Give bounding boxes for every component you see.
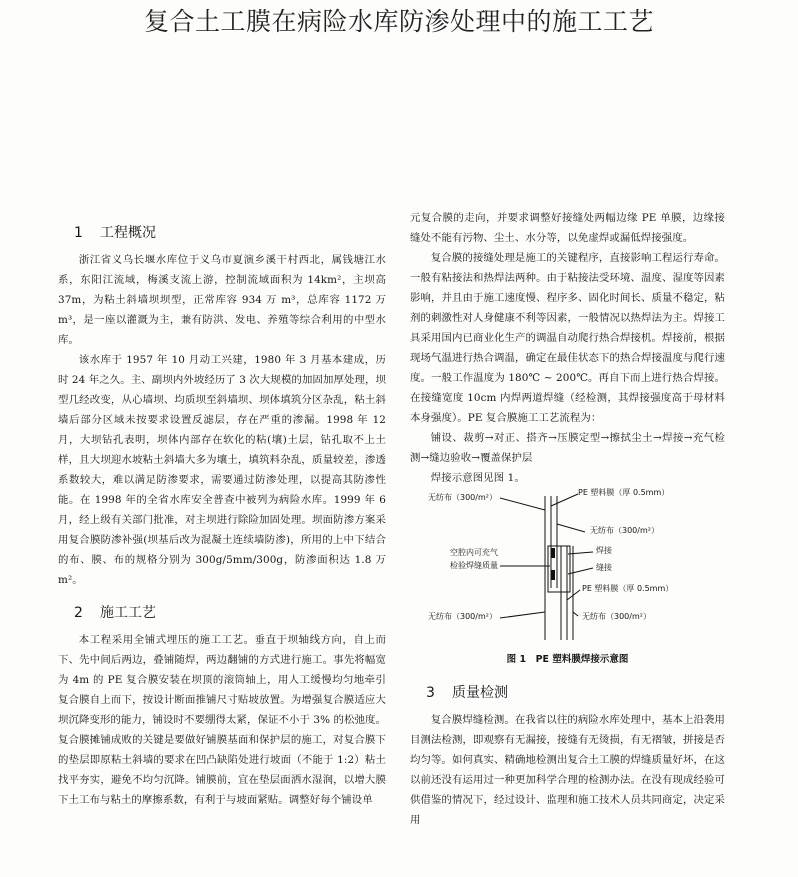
weld-seam-upper xyxy=(551,548,555,558)
process-flow: 铺设、裁剪→对正、搭齐→压膜定型→擦拭尘土→焊接→充气检测→缝边验收→覆盖保护层 xyxy=(410,432,725,464)
figure-caption: 图 1 PE 塑料膜焊接示意图 xyxy=(506,654,629,665)
leader-pe-top xyxy=(551,494,578,506)
leader-geo-right-top xyxy=(557,524,585,532)
section-1-heading xyxy=(58,222,386,244)
paper-title: 复合土工膜在病险水库防渗处理中的施工工艺 xyxy=(143,7,654,36)
label-seam: 缝接 xyxy=(596,563,612,572)
section-2-heading xyxy=(58,602,386,624)
section-1-paragraph-2: 该水库于 1957 年 10 月动工兴建，1980 年 3 月基本建成，历时 24 年之久。主、副坝内外坡经历了 3 次大规模的加固加厚处理，坝型几经改变，从心墙坝、均质坝至斜墙坝、坝体填筑分区杂乱，粘土斜墙后部分区域未按要求设置反滤层，存在严重的渗漏。1998 年 12 月，大坝钻孔表明，坝体内部存在软化的粘(壤)土层，钻孔取不上土样，且大坝迎水坡粘土斜墙大多为壤土，填筑料杂乱，质量较差，渗透系数较大，难以满足防渗要求，需要通过防渗处理，以提高其防渗性能。在 1998 年的全省水库安全普查中被列为病险水库。1999 年 6 月，经上级有关部门批准，对主坝进行除险加固处理。坝面防渗方案采用复合膜防渗补强(坝基后改为混凝土连续墙防渗)，所用的上中下结合的布、膜、布的规格分别为 300g/5mm/300g，防渗面积达 1.8 万 m²。 xyxy=(58,354,386,586)
leader-geo-right-bottom xyxy=(573,612,578,616)
label-geotextile-left-bottom: 无纺布（300/m²） xyxy=(428,612,497,621)
weld-seam-lower xyxy=(551,570,555,580)
section-3-title: 质量检测 xyxy=(452,685,508,701)
weld-diagram xyxy=(410,488,725,648)
leader-weld xyxy=(568,552,593,554)
section-2-number: 2 xyxy=(74,605,83,621)
left-column xyxy=(58,222,386,810)
section-3-paragraph-1: 复合膜焊缝检测。在我省以往的病险水库处理中，基本上沿袭用目测法检测，即观察有无漏接，接缝有无烫损，有无褶皱，拼接是否均匀等。如何真实、精确地检测出复合土工膜的焊缝质量好坏，在这以前还没有运用过一种更加科学合理的检测办法。在没有现成经验可供借鉴的情况下，经过设计、监理和施工技术人员共同商定，决定采用 xyxy=(410,714,725,826)
leader-geo-left-top xyxy=(500,498,545,510)
figure-reference: 焊接示意图见图 1。 xyxy=(430,472,525,484)
label-geotextile-left-top: 无纺布（300/m²） xyxy=(428,493,497,502)
section-1-title: 工程概况 xyxy=(100,225,156,241)
label-pe-bottom: PE 塑料膜（厚 0.5mm） xyxy=(582,584,674,593)
section-1-paragraph-1: 浙江省义乌长堰水库位于义乌市夏演乡溪干村西北，属钱塘江水系，东阳江流域，梅溪支流上游，控制流域面积为 14km²，主坝高 37m，为粘土斜墙坝坝型，正常库容 934 万 m³，总库容 1172 万 m³，是一座以灌溉为主，兼有防洪、发电、养殖等综合利用的中型水库。 xyxy=(58,254,386,346)
right-paragraph-2: 复合膜的接缝处理是施工的关键程序，直接影响工程运行寿命。一般有粘接法和热焊法两种。由于粘接法受环境、温度、湿度等因素影响，并且由于施工速度慢、程序多、固化时间长、质量不稳定，粘剂的刺激性对人身健康不利等因素，一般情况以热焊法为主。焊接工具采用国内已商业化生产的调温自动爬行热合焊接机。焊接前，根据现场气温进行热合调温，确定在最佳状态下的热合焊接温度与爬行速度。一般工作温度为 180℃ ~ 200℃。再自下而上进行热合焊接。在接缝宽度 10cm 内焊两道焊缝（经检测，其焊接强度高于母材料本身强度）。PE 复合膜施工工艺流程为： xyxy=(410,252,725,424)
section-3-number: 3 xyxy=(426,685,435,701)
label-cavity-line1: 空腔内可充气 xyxy=(450,548,498,557)
section-2-title: 施工工艺 xyxy=(100,605,156,621)
leader-geo-left-bottom xyxy=(500,612,545,618)
section-1-number: 1 xyxy=(74,225,83,241)
label-geotextile-right-bottom: 无纺布（300/m²） xyxy=(582,612,651,621)
leader-seam xyxy=(568,568,593,574)
section-3-heading xyxy=(410,682,725,704)
label-geotextile-right-top: 无纺布（300/m²） xyxy=(590,526,659,535)
right-continued-paragraph: 元复合膜的走向，并要求调整好接缝处两幅边缘 PE 单膜，边缘接缝处不能有污物、尘土、水分等，以免虚焊或漏低焊接强度。 xyxy=(410,212,725,244)
label-pe-top: PE 塑料膜（厚 0.5mm） xyxy=(578,488,670,497)
label-weld: 焊接 xyxy=(596,546,612,555)
label-cavity-line2: 检验焊缝质量 xyxy=(450,561,498,570)
section-2-paragraph-1: 本工程采用全铺式埋压的施工工艺。垂直于坝轴线方向，自上而下、先中间后两边，叠铺随焊，两边翻铺的方式进行施工。事先将幅宽为 4m 的 PE 复合膜安装在坝顶的滚筒轴上，用人工缓慢均匀地牵引复合膜自上而下，按设计断面推铺尺寸贴坡放置。为增强复合膜适应大坝沉降变形的能力，铺设时不要绷得太紧，保证不小于 3% 的松弛度。复合膜摊铺成败的关键是要做好铺膜基面和保护层的施工，对复合膜下的垫层即原粘土斜墙的要求在凹凸缺陷处进行坡面（不能于 1:2）粘土找平夯实，避免不均匀沉降。铺膜前，宜在垫层面洒水湿润，以增大膜下土工布与粘土的摩擦系数，有利于与坡面紧贴。调整好每个铺设单 xyxy=(58,634,386,806)
right-column xyxy=(410,208,725,830)
